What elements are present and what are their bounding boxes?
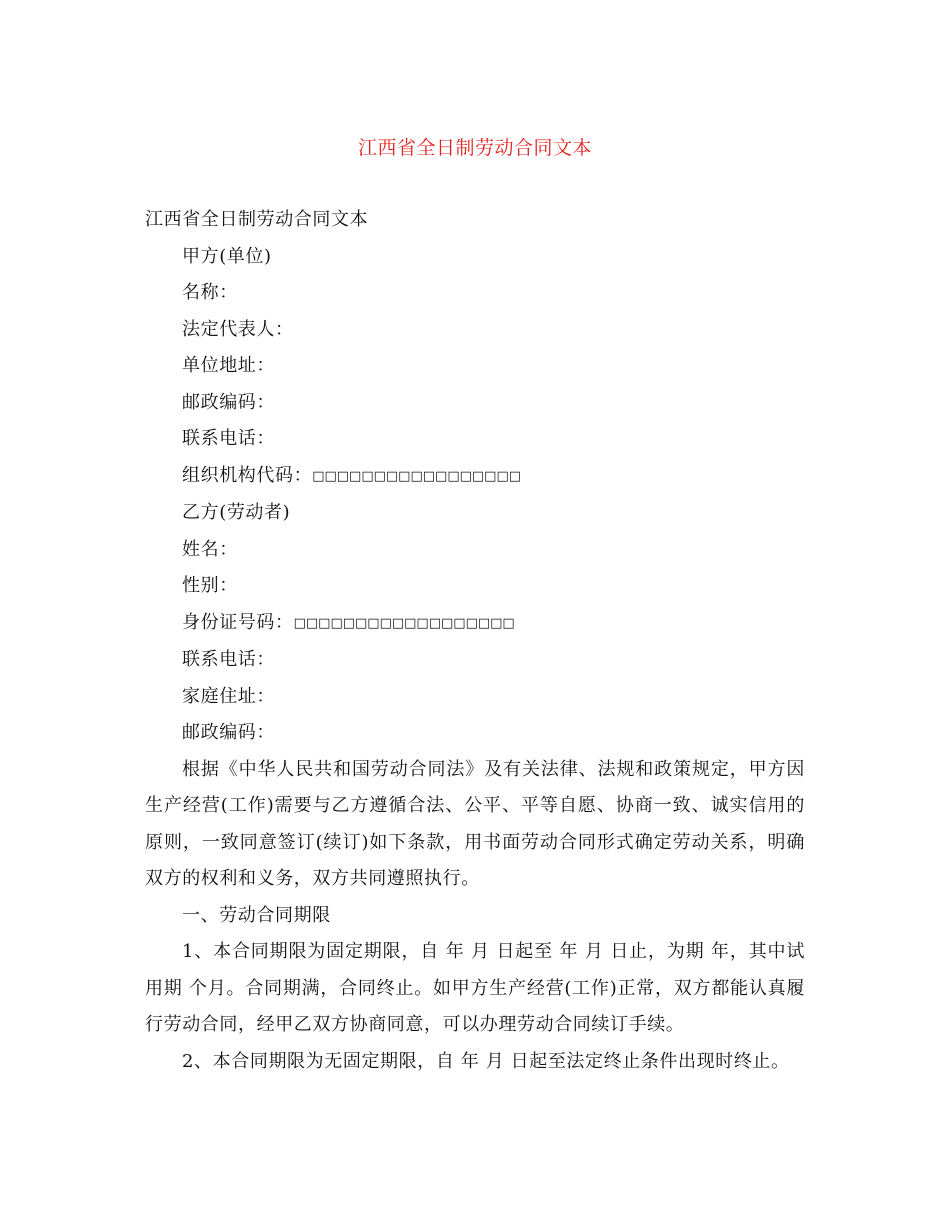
party-a-address-label: 单位地址：	[182, 355, 275, 376]
party-a-heading: 甲方(单位)	[182, 245, 272, 267]
party-b-id-boxes: □□□□□□□□□□□□□□□□□□	[293, 615, 515, 631]
party-b-gender-label: 性别：	[182, 575, 238, 596]
party-b-heading: 乙方(劳动者)	[182, 502, 291, 523]
party-b-address-label: 家庭住址：	[182, 685, 275, 707]
document-body	[145, 202, 805, 1080]
document-subtitle: 江西省全日制劳动合同文本	[145, 209, 369, 230]
clause-2-paragraph: 2、本合同期限为无固定期限，自 年 月 日起至法定终止条件出现时终止。	[182, 1050, 790, 1072]
section-1-heading: 一、劳动合同期限	[182, 904, 331, 926]
party-b-postcode-label: 邮政编码：	[182, 722, 275, 743]
party-b-name-label: 姓名：	[182, 538, 238, 560]
party-b-id-label: 身份证号码：	[182, 611, 294, 633]
party-a-postcode-label: 邮政编码：	[182, 391, 275, 413]
party-a-org-code-row	[145, 458, 805, 496]
party-b-id-row	[145, 605, 805, 643]
document-title: 江西省全日制劳动合同文本	[357, 137, 592, 159]
party-a-org-code-label: 组织机构代码：	[182, 464, 313, 486]
party-a-legal-rep-label: 法定代表人：	[182, 318, 294, 340]
party-a-name-label: 名称：	[182, 282, 238, 303]
party-b-phone-label: 联系电话：	[182, 649, 275, 670]
party-a-org-code-boxes: □□□□□□□□□□□□□□□□□	[312, 468, 522, 484]
party-a-phone-label: 联系电话：	[182, 428, 275, 449]
clause-1-paragraph: 1、本合同期限为固定期限，自 年 月 日起至 年 月 日止，为期 年，其中试用期 个月。合同期满，合同终止。如甲方生产经营(工作)正常，双方都能认真履行劳动合同，经甲乙双方协商同意，可以办理劳动合同续订手续。	[145, 941, 805, 1035]
preamble-paragraph: 根据《中华人民共和国劳动合同法》及有关法律、法规和政策规定，甲方因生产经营(工作)需要与乙方遵循合法、公平、平等自愿、协商一致、诚实信用的原则，一致同意签订(续订)如下条款，用书面劳动合同形式确定劳动关系，明确双方的权利和义务，双方共同遵照执行。	[145, 758, 805, 889]
